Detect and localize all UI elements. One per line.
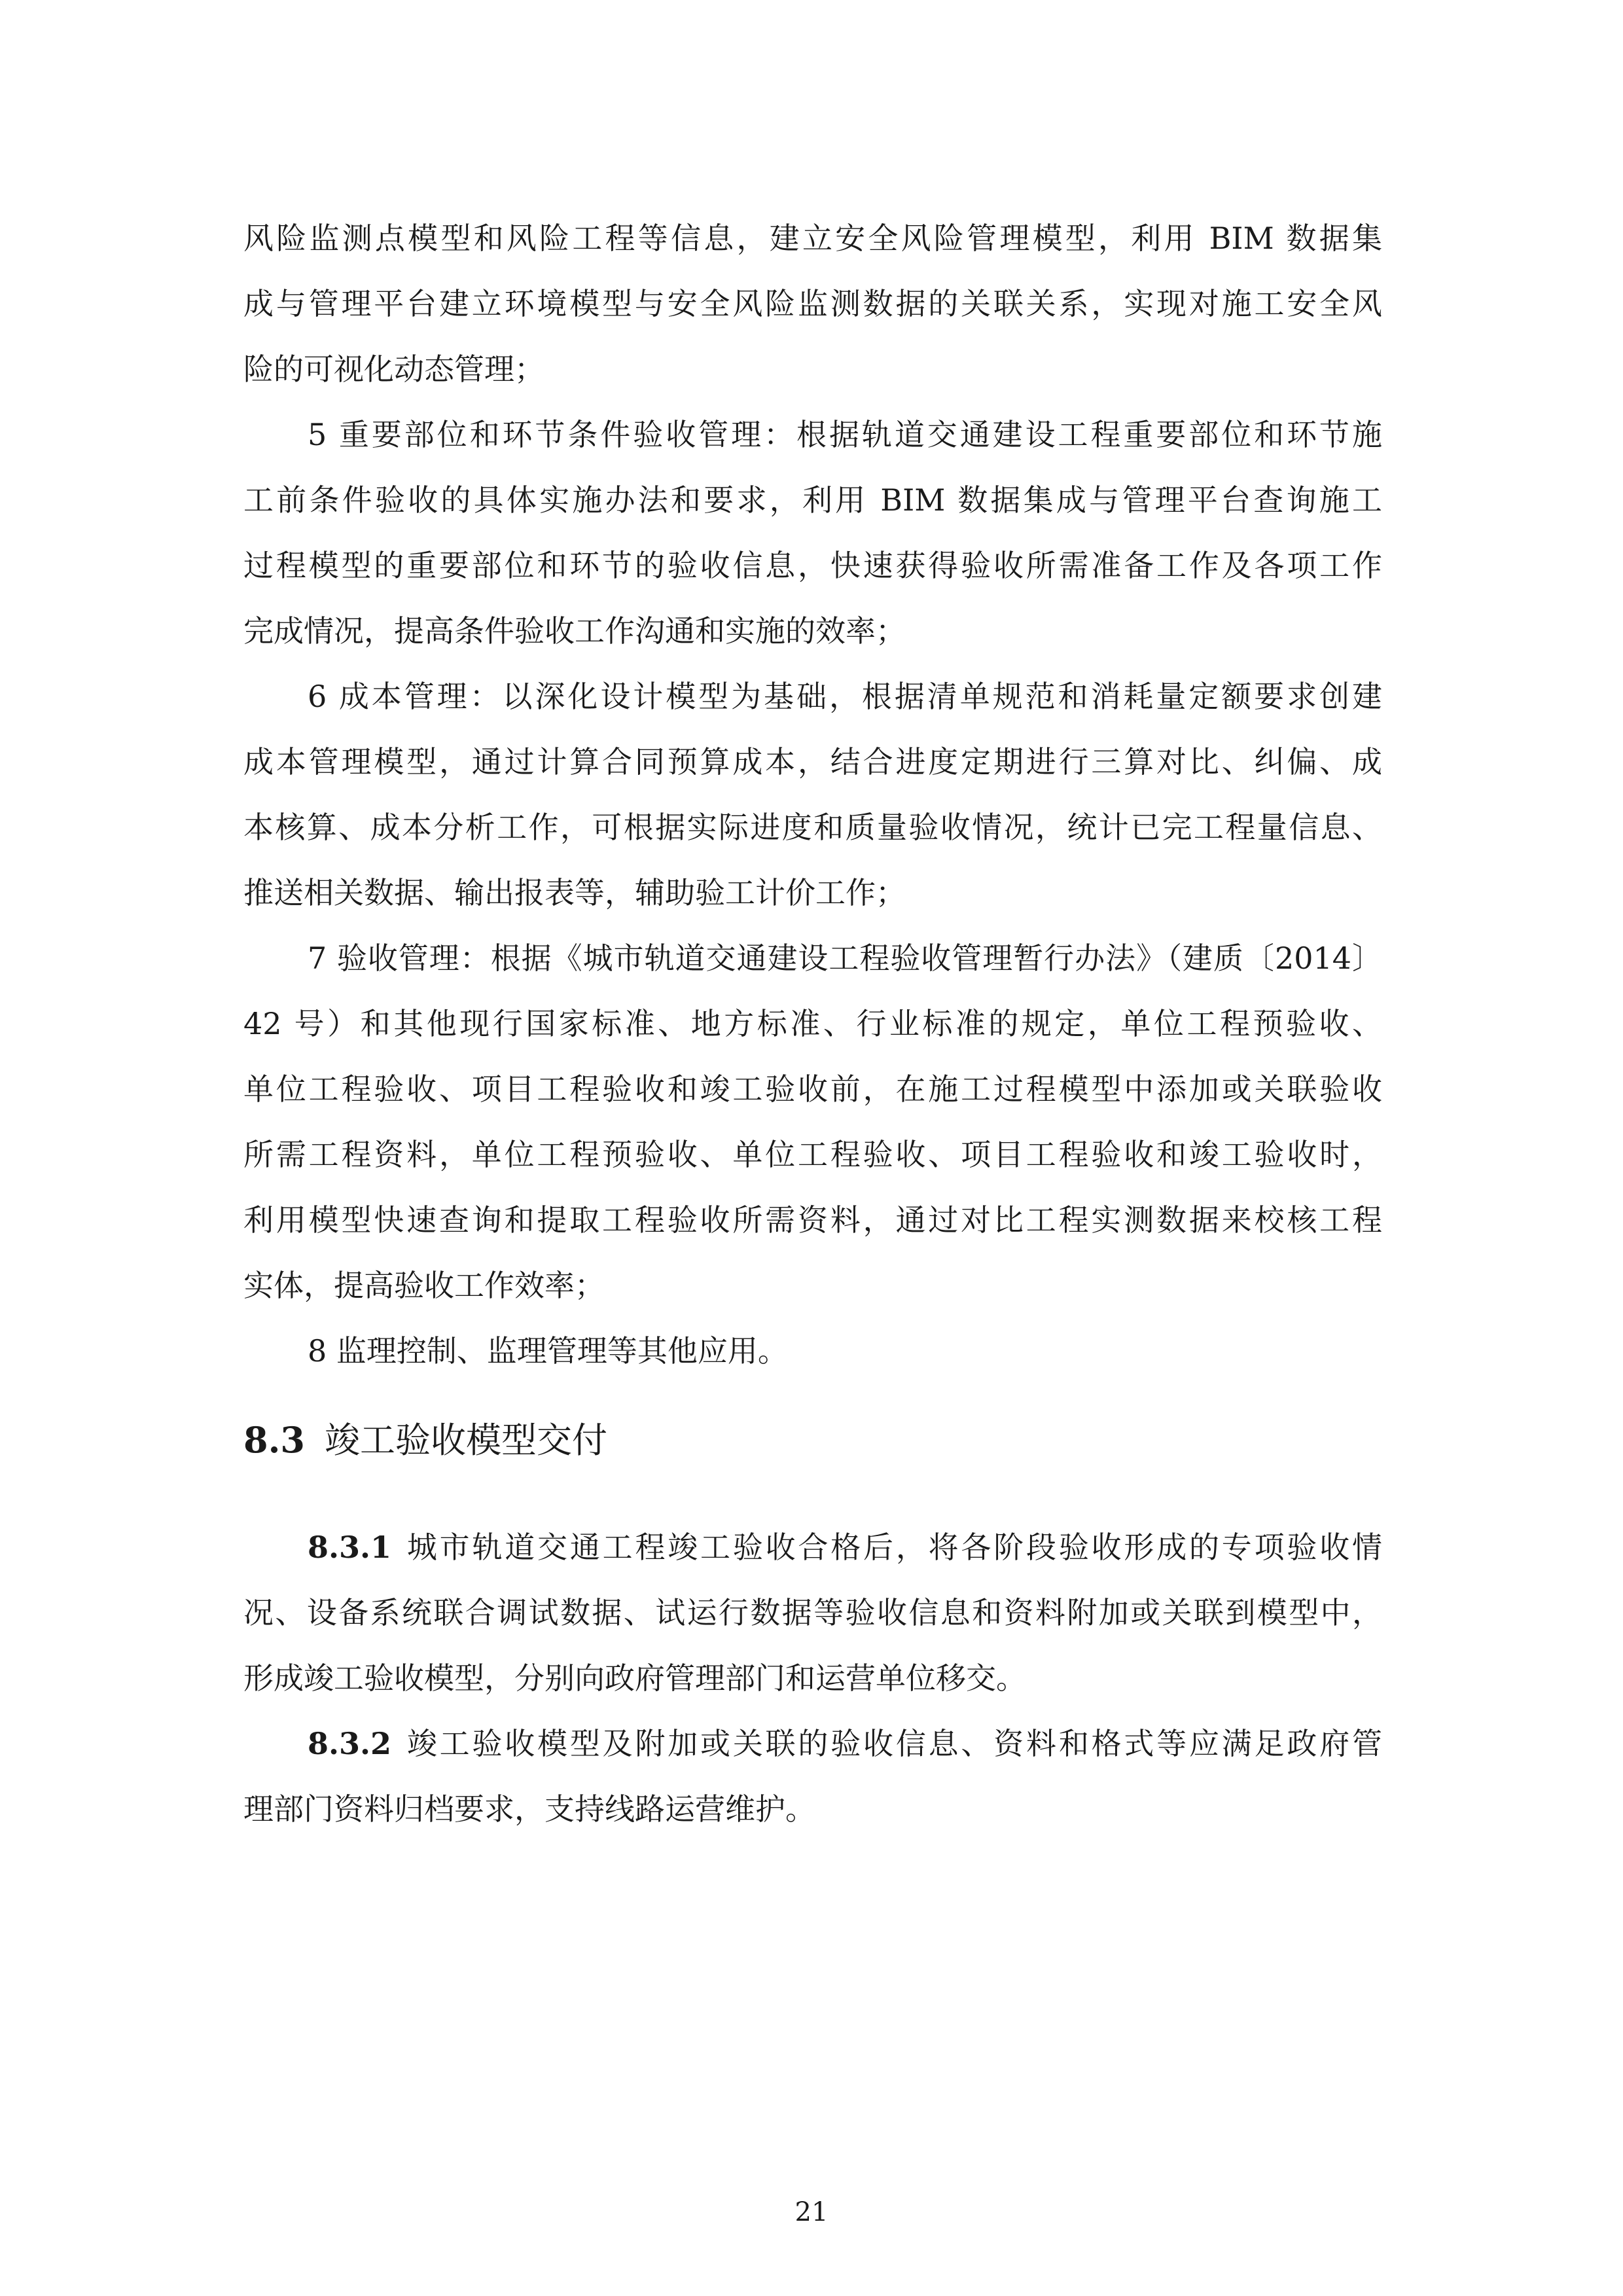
body-line: 险的可视化动态管理； <box>243 351 544 387</box>
list-item-8-line: 8 监理控制、监理管理等其他应用。 <box>308 1333 788 1369</box>
body-line: 成与管理平台建立环境模型与安全风险监测数据的关联关系，实现对施工安全风 <box>243 286 1382 321</box>
body-line: 风险监测点模型和风险工程等信息，建立安全风险管理模型，利用 BIM 数据集 <box>243 221 1382 256</box>
body-line: 过程模型的重要部位和环节的验收信息，快速获得验收所需准备工作及各项工作 <box>243 548 1382 583</box>
clause-number: 8.3.2 <box>308 1726 392 1761</box>
list-item-5-line: 5 重要部位和环节条件验收管理：根据轨道交通建设工程重要部位和环节施 <box>308 417 1382 452</box>
body-line: 所需工程资料，单位工程预验收、单位工程验收、项目工程验收和竣工验收时， <box>243 1137 1382 1172</box>
clause-8-3-1-first-line <box>308 1528 1382 1567</box>
list-item-6-line: 6 成本管理：以深化设计模型为基础，根据清单规范和消耗量定额要求创建 <box>308 679 1382 714</box>
clause-text: 竣工验收模型及附加或关联的验收信息、资料和格式等应满足政府管 <box>404 1726 1382 1761</box>
page-number: 21 <box>794 2197 829 2227</box>
clause-number: 8.3.1 <box>308 1530 392 1565</box>
body-line: 完成情况，提高条件验收工作沟通和实施的效率； <box>243 613 906 649</box>
body-line: 单位工程验收、项目工程验收和竣工验收前，在施工过程模型中添加或关联验收 <box>243 1071 1382 1107</box>
section-number: 8.3 <box>243 1419 305 1461</box>
body-line: 推送相关数据、输出报表等，辅助验工计价工作； <box>243 875 906 910</box>
section-heading <box>243 1417 607 1463</box>
clause-text: 城市轨道交通工程竣工验收合格后，将各阶段验收形成的专项验收情 <box>404 1530 1382 1565</box>
clause-line: 况、设备系统联合调试数据、试运行数据等验收信息和资料附加或关联到模型中， <box>243 1595 1382 1630</box>
section-title: 竣工验收模型交付 <box>324 1420 607 1461</box>
list-item-7-line: 7 验收管理：根据《城市轨道交通建设工程验收管理暂行办法》（建质〔2014〕 <box>308 941 1382 976</box>
body-line: 42 号）和其他现行国家标准、地方标准、行业标准的规定，单位工程预验收、 <box>243 1006 1382 1041</box>
body-line: 本核算、成本分析工作，可根据实际进度和质量验收情况，统计已完工程量信息、 <box>243 810 1382 845</box>
body-line: 利用模型快速查询和提取工程验收所需资料，通过对比工程实测数据来校核工程 <box>243 1202 1382 1238</box>
clause-line: 形成竣工验收模型，分别向政府管理部门和运营单位移交。 <box>243 1660 1026 1696</box>
clause-line: 理部门资料归档要求，支持线路运营维护。 <box>243 1791 815 1827</box>
body-line: 实体，提高验收工作效率； <box>243 1268 605 1303</box>
body-line: 工前条件验收的具体实施办法和要求，利用 BIM 数据集成与管理平台查询施工 <box>243 482 1382 518</box>
clause-8-3-2-first-line <box>308 1724 1382 1763</box>
body-line: 成本管理模型，通过计算合同预算成本，结合进度定期进行三算对比、纠偏、成 <box>243 744 1382 780</box>
